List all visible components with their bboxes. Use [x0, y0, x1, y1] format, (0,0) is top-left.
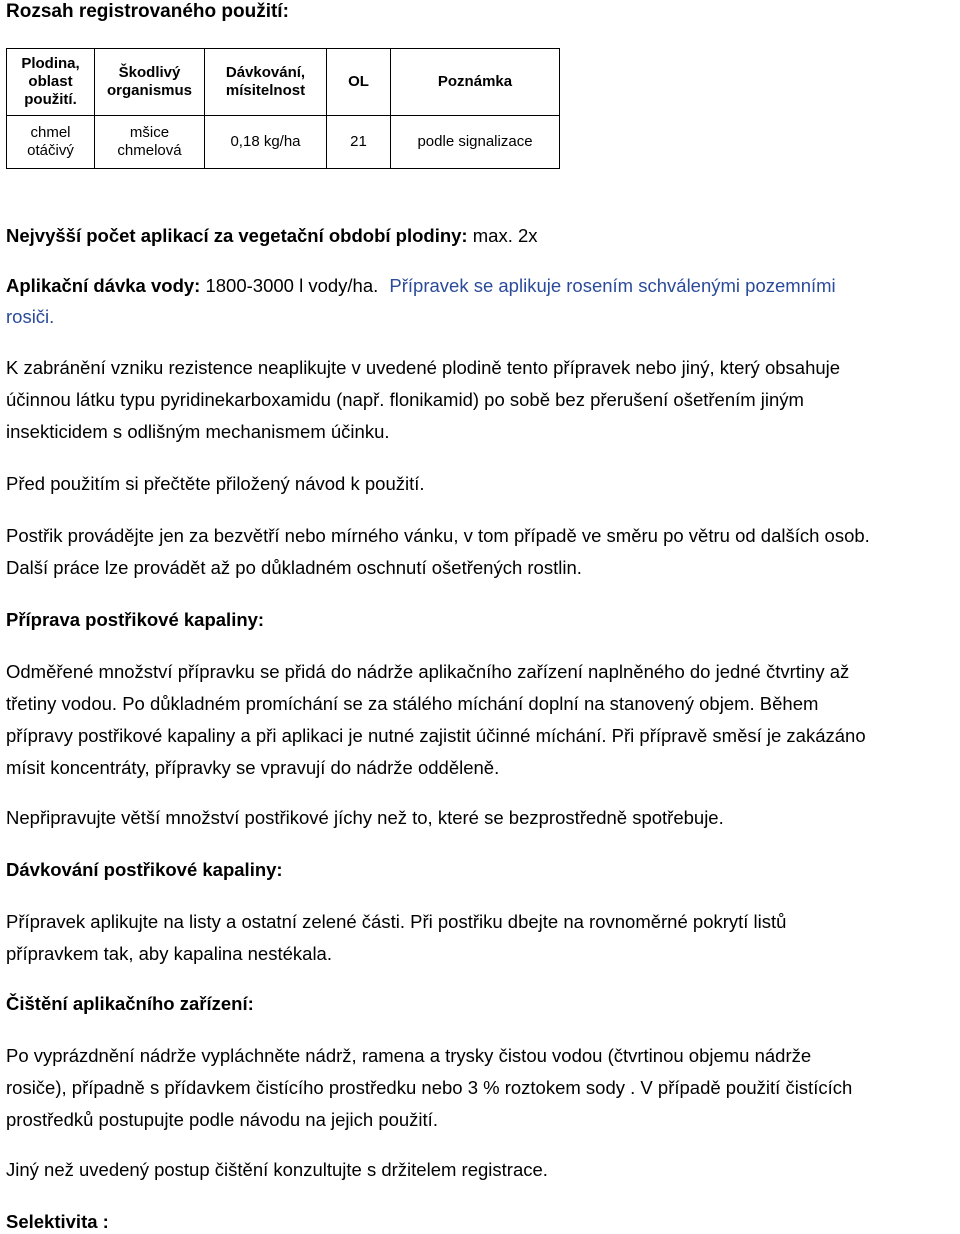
- table-cell-pest: mšice chmelová: [95, 116, 205, 169]
- spraying-line-1: Postřik provádějte jen za bezvětří nebo mírného vánku, v tom případě ve směru po větru od dalších osob.: [6, 525, 870, 546]
- resistance-line-1: K zabránění vzniku rezistence neaplikujte v uvedené plodině tento přípravek nebo jiný, který obsahuje: [6, 357, 841, 378]
- table-header-crop: Plodina, oblast použití.: [7, 49, 95, 116]
- table-cell-dosage: 0,18 kg/ha: [205, 116, 327, 169]
- resistance-line-2: účinnou látku typu pyridinekarboxamidu (např. flonikamid) po sobě bez přerušení ošetřením jiným: [6, 389, 804, 410]
- dose-line-2: přípravkem tak, aby kapalina nestékala.: [6, 943, 332, 964]
- prep-line-3: přípravy postřikové kapaliny a při aplikaci je nutné zajistit účinné míchání. Při přípravě směsí je zakázáno: [6, 725, 866, 746]
- other-clean-instruction: Jiný než uvedený postup čištění konzultujte s držitelem registrace.: [6, 1159, 548, 1180]
- max-applications-line: [6, 224, 538, 248]
- table-header-row: [7, 49, 560, 116]
- clean-line-2: rosiče), případně s přídavkem čistícího prostředku nebo 3 % roztokem sody . V případě použití čistících: [6, 1077, 853, 1098]
- prep-heading: Příprava postřikové kapaliny:: [6, 609, 265, 630]
- table-cell-crop: chmel otáčivý: [7, 116, 95, 169]
- max-applications-label: Nejvyšší počet aplikací za vegetační období plodiny:: [6, 225, 468, 246]
- water-dose-note-cont: rosiči.: [6, 306, 55, 327]
- water-dose-value: 1800-3000 l vody/ha.: [200, 275, 379, 296]
- read-label-instruction: Před použitím si přečtěte přiložený návod k použití.: [6, 473, 425, 494]
- clean-line-1: Po vyprázdnění nádrže vypláchněte nádrž, ramena a trysky čistou vodou (čtvrtinou objemu nádrže: [6, 1045, 812, 1066]
- table-cell-note: podle signalizace: [391, 116, 560, 169]
- resistance-line-3: insekticidem s odlišným mechanismem účinku.: [6, 421, 390, 442]
- table-header-dosage: Dávkování, mísitelnost: [205, 49, 327, 116]
- prep-line-1: Odměřené množství přípravku se přidá do nádrže aplikačního zařízení naplněného do jedné čtvrtiny až: [6, 661, 850, 682]
- section-heading-registered-use: Rozsah registrovaného použití:: [6, 1, 289, 22]
- registration-table: [6, 48, 560, 169]
- max-applications-value: max. 2x: [467, 225, 538, 246]
- prep-line-4: mísit koncentráty, přípravky se vpravují do nádrže odděleně.: [6, 757, 500, 778]
- clean-heading: Čištění aplikačního zařízení:: [6, 993, 254, 1014]
- table-header-pest: Škodlivý organismus: [95, 49, 205, 116]
- table-row: [7, 116, 560, 169]
- dose-line-1: Přípravek aplikujte na listy a ostatní zelené části. Při postřiku dbejte na rovnoměrné pokrytí listů: [6, 911, 787, 932]
- table-header-note: Poznámka: [391, 49, 560, 116]
- water-dose-note: Přípravek se aplikuje rosením schválenými pozemními: [389, 275, 836, 296]
- no-excess-instruction: Nepřipravujte větší množství postřikové jíchy než to, které se bezprostředně spotřebuje.: [6, 807, 724, 828]
- table-cell-ol: 21: [327, 116, 391, 169]
- dose-heading: Dávkování postřikové kapaliny:: [6, 859, 283, 880]
- selectivity-heading: Selektivita :: [6, 1211, 109, 1232]
- water-dose-label: Aplikační dávka vody:: [6, 275, 201, 296]
- spraying-line-2: Další práce lze provádět až po důkladném oschnutí ošetřených rostlin.: [6, 557, 582, 578]
- prep-line-2: třetiny vodou. Po důkladném promíchání se za stálého míchání doplní na stanovený objem. Během: [6, 693, 819, 714]
- water-dose-line: [6, 274, 836, 298]
- clean-line-3: prostředků postupujte podle návodu na jejich použití.: [6, 1109, 438, 1130]
- table-header-ol: OL: [327, 49, 391, 116]
